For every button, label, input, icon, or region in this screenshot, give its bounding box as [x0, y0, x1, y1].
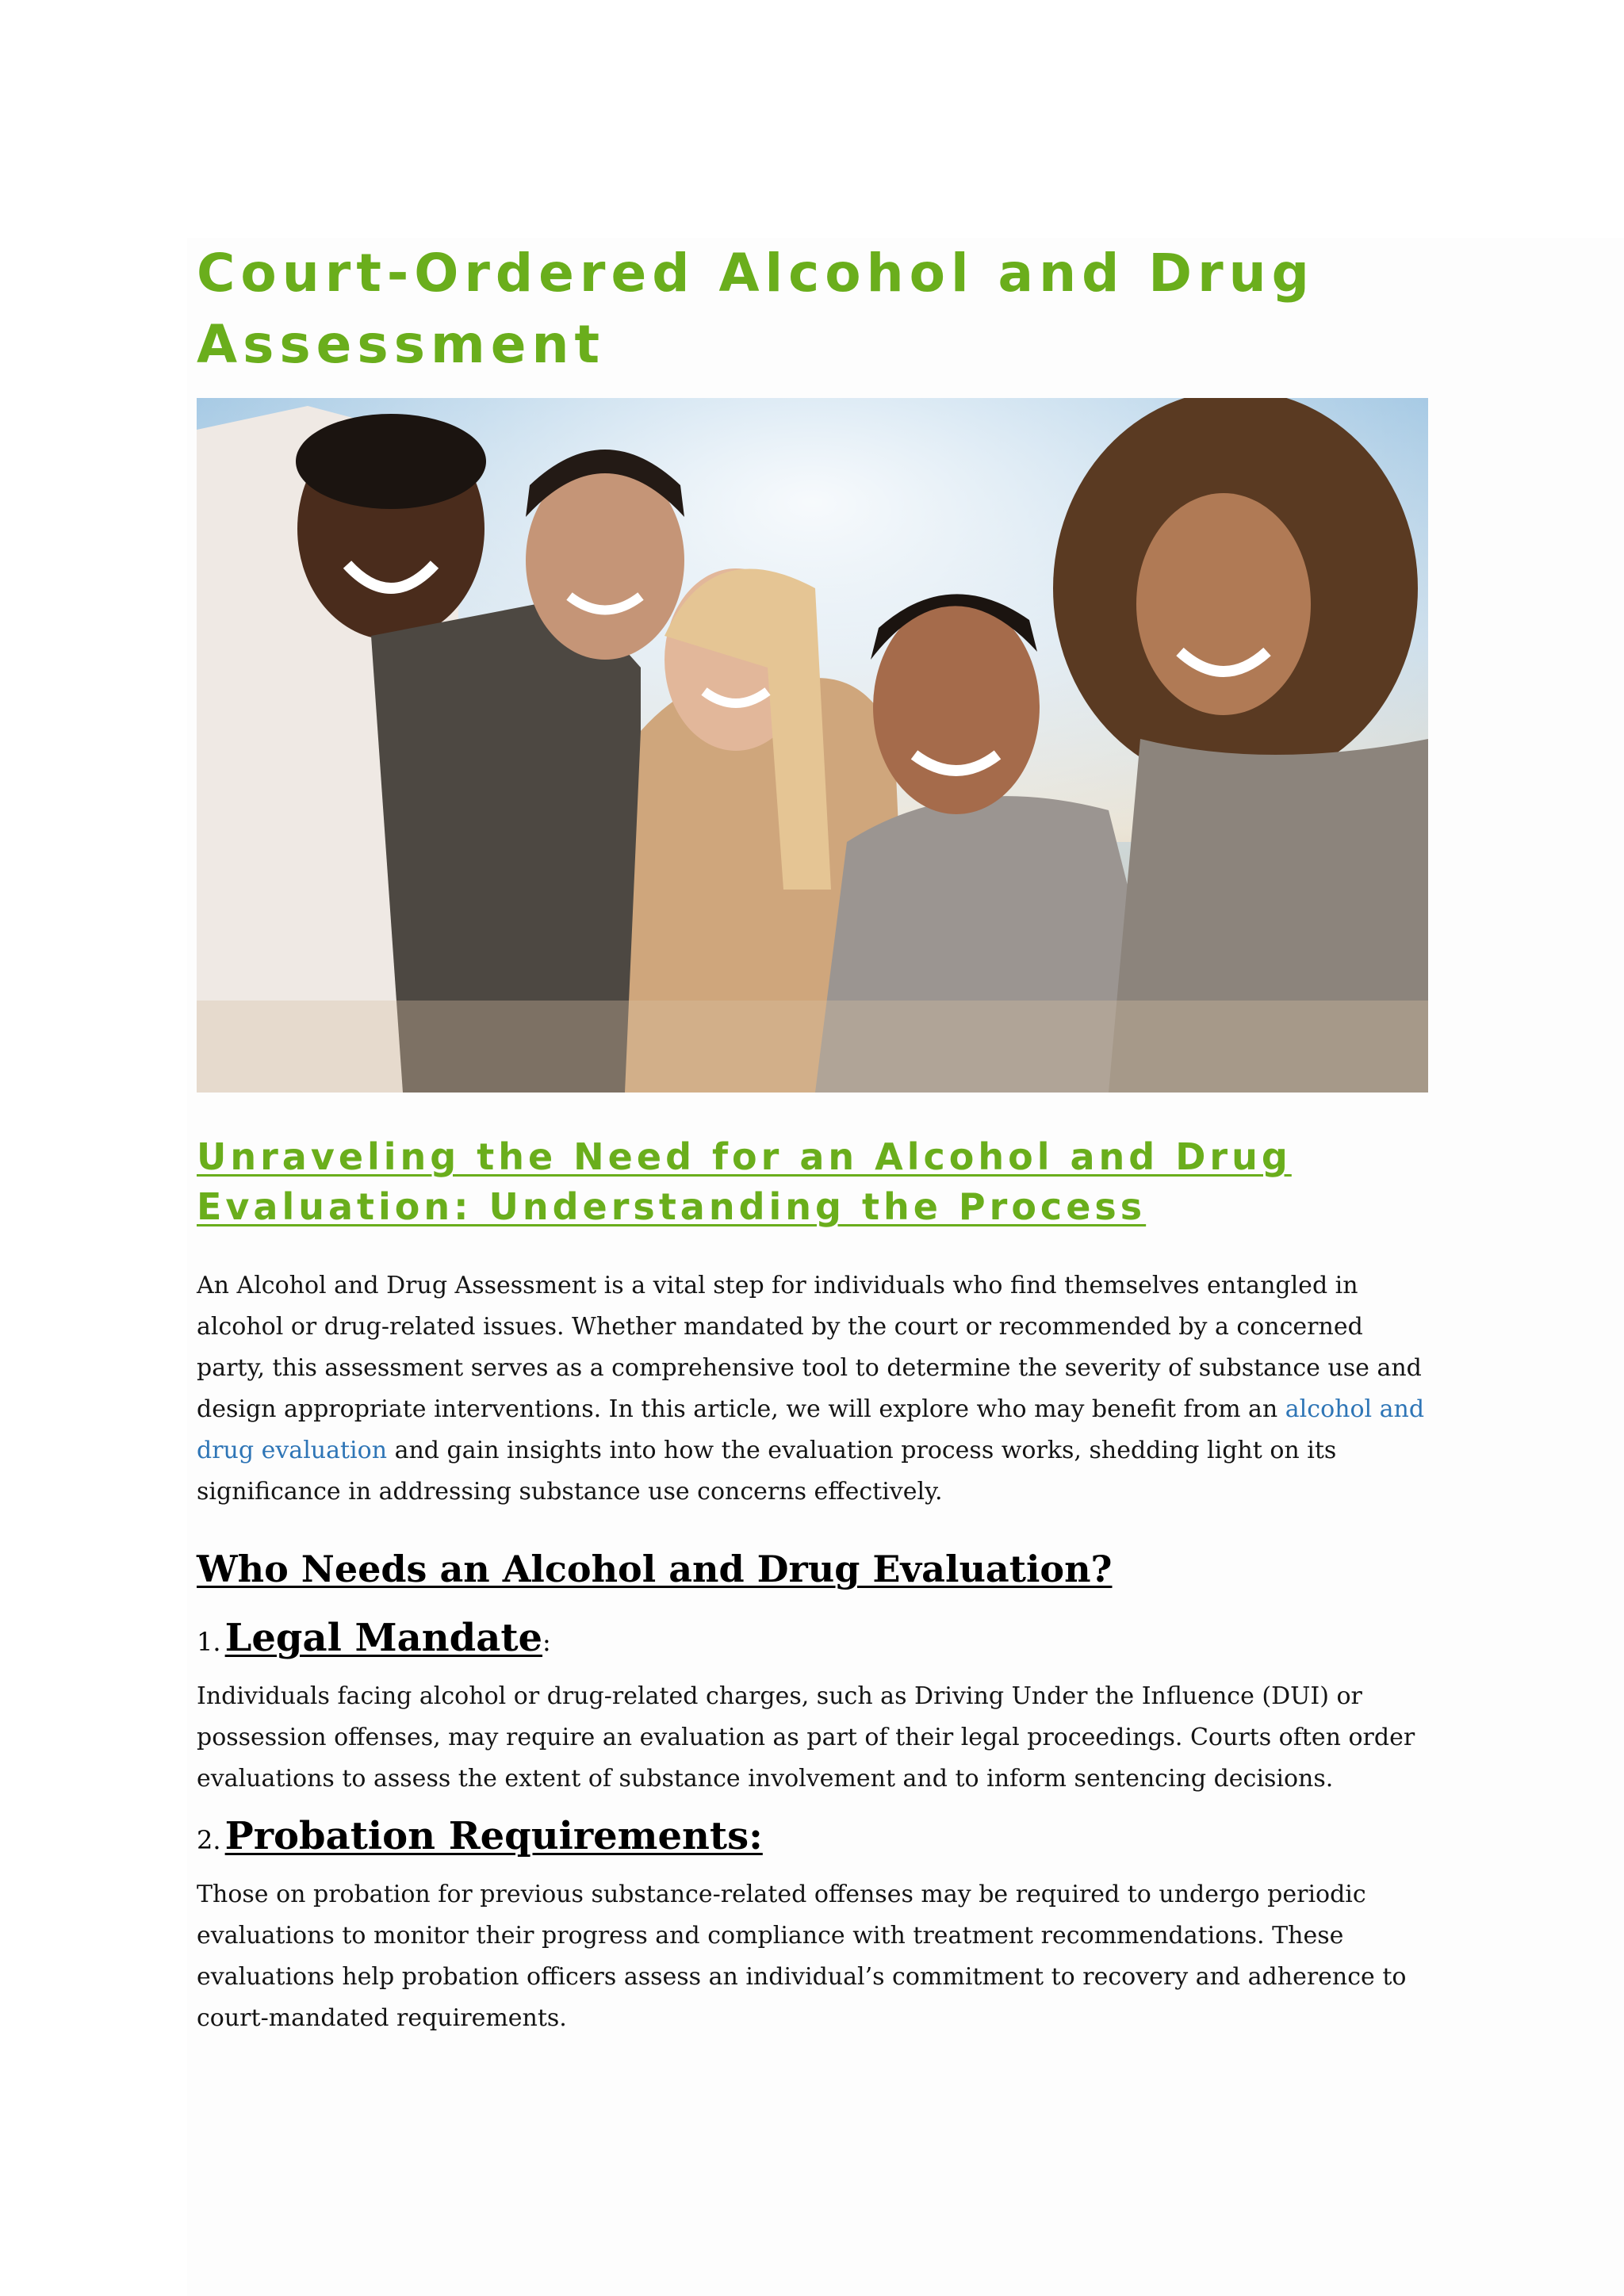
list-item-heading	[197, 1616, 551, 1660]
list-item-body: Individuals facing alcohol or drug-related charges, such as Driving Under the Influence (DUI) or possession offenses, may require an evaluation as part of their legal proceedings. Courts often order evaluations to assess the extent of substance involvement and to inform sentencing decisions.	[197, 1682, 1415, 1793]
list-item-label: Probation Requirements:	[224, 1814, 763, 1858]
section-heading: Who Needs an Alcohol and Drug Evaluation?	[197, 1548, 1113, 1590]
intro-text-after-link: and gain insights into how the evaluation process works, shedding light on its significance in addressing substance use concerns effectively.	[197, 1437, 1337, 1506]
list-item-number: 1.	[197, 1627, 221, 1657]
intro-paragraph	[197, 1265, 1434, 1513]
group-of-friends-photo	[197, 398, 1428, 1093]
hero-photo	[197, 398, 1428, 1093]
list-item-suffix: :	[542, 1627, 551, 1657]
article-subtitle: Unraveling the Need for an Alcohol and Drug Evaluation: Understanding the Process	[197, 1135, 1292, 1228]
list-item-heading	[197, 1814, 763, 1858]
intro-text-before-link: An Alcohol and Drug Assessment is a vital step for individuals who find themselves entangled in alcohol or drug-related issues. Whether mandated by the court or recommended by a concerned party, this assessment serves as a comprehensive tool to determine the severity of substance use and design appropriate interventions. In this article, we will explore who may benefit from an	[197, 1272, 1422, 1423]
document-title: Court-Ordered Alcohol and Drug Assessment	[197, 243, 1315, 375]
list-item-body: Those on probation for previous substance-related offenses may be required to undergo periodic evaluations to monitor their progress and compliance with treatment recommendations. These evaluations help probation officers assess an individual’s commitment to recovery and adherence to court-mandated requirements.	[197, 1881, 1407, 2032]
list-item-number: 2.	[197, 1825, 221, 1855]
alcohol-drug-evaluation-link[interactable]: alcohol and drug evaluation	[197, 1395, 1425, 1464]
list-item-label: Legal Mandate	[224, 1616, 543, 1660]
